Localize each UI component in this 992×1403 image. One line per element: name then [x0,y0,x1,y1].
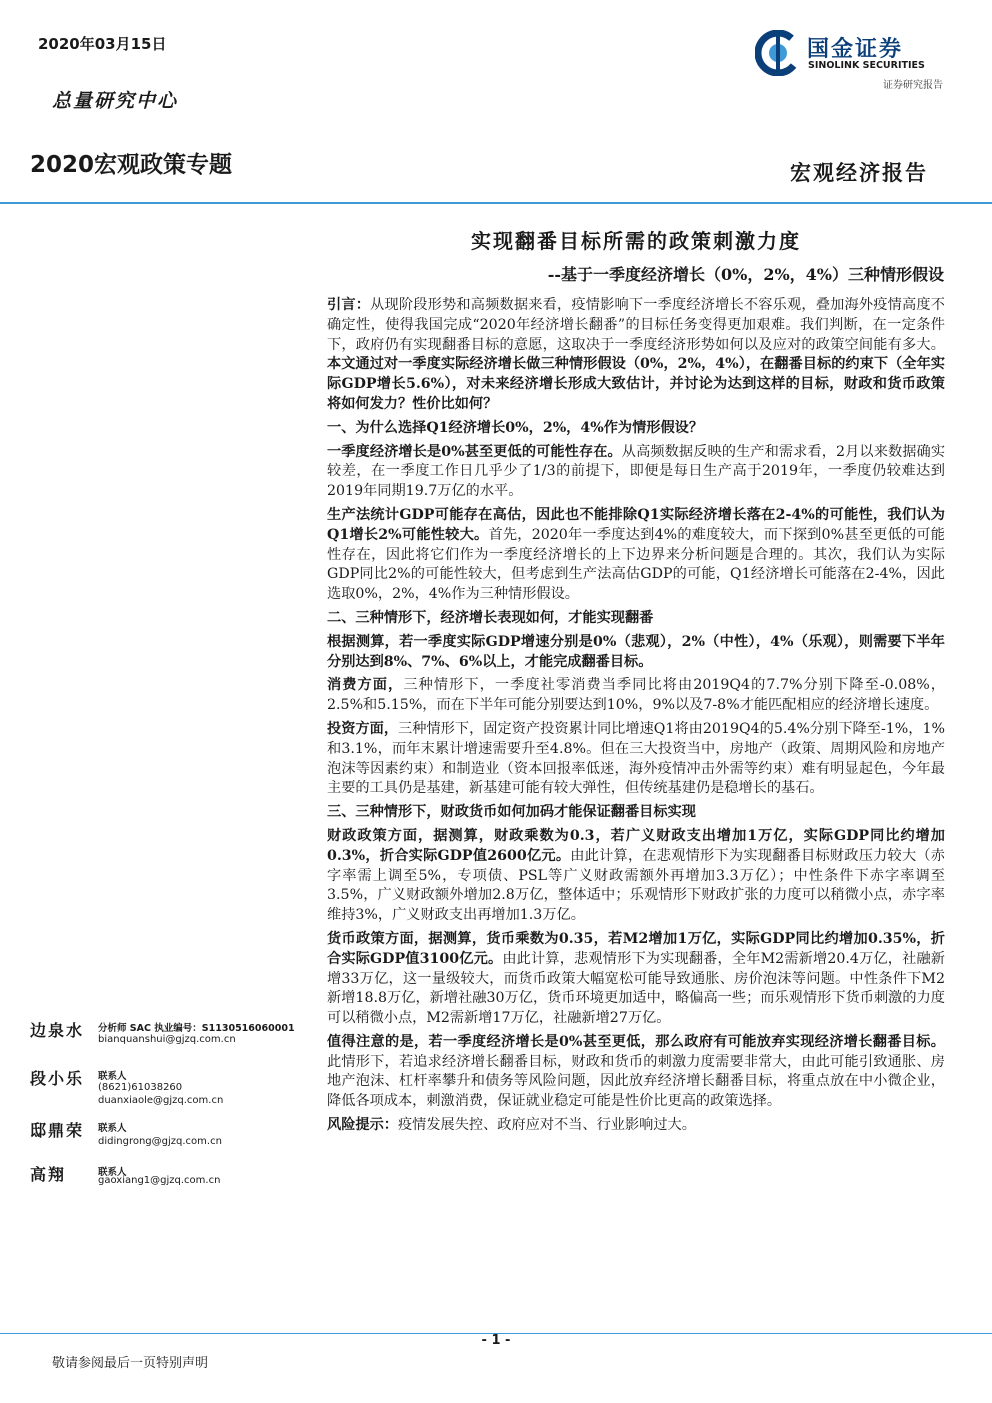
analyst-card [30,1066,320,1112]
report-body [327,296,945,1140]
risk-text: 疫情发展失控、政府应对不当、行业影响过大。 [397,1117,696,1134]
analyst-role: 分析师 SAC 执业编号：S1130516060001 [98,1023,295,1034]
research-center: 总量研究中心 [52,90,179,112]
analyst-name: 段小乐 [30,1069,85,1088]
logo-name-cn: 国金证券 [807,37,904,62]
section-2-paragraph-2 [327,676,945,716]
analyst-role: 联系人 [98,1071,127,1082]
s2-p2-text: 三种情形下，一季度社零消费当季同比将由2019Q4的7.7%分别下降至-0.08%，2.5%和5.15%，而在下半年可能分别要达到10%，9%以及7-8%才能匹配相应的经济增长速度。 [327,677,945,714]
s3-p2-bold: 货币政策方面，据测算，货币乘数为0.35，若M2增加1万亿，实际GDP同比约增加0.35%，折合实际GDP值3100亿元。 [327,930,945,967]
footer-disclaimer: 敬请参阅最后一页特别声明 [52,1356,209,1371]
analyst-name: 高翔 [30,1165,67,1184]
section-1-paragraph-1 [327,443,945,502]
analyst-email[interactable]: gaoxiang1@gjzq.com.cn [98,1175,221,1186]
analyst-role: 联系人 [98,1167,127,1178]
s3-p1-text: 由此计算，在悲观情形下为实现翻番目标财政压力较大（赤字率需上调至5%，专项债、PSL等广义财政需额外再增加3.3万亿）；中性条件下赤字率调至3.5%，广义财政额外增加2.8万亿，整体适中；乐观情形下财政扩张的力度可以稍微小点，赤字率维持3%，广义财政支出再增加1.3万亿。 [327,847,945,924]
s1-p1-text: 从高频数据反映的生产和需求看，2月以来数据确实较差，在一季度工作日几乎少了1/3的前提下，即便是每日生产高于2019年，一季度仍较难达到2019年同期19.7万亿的水平。 [327,443,946,500]
s3-p2-text: 由此计算，悲观情形下为实现翻番，全年M2需新增20.4万亿，社融新增33万亿，这一量级较大，而货币政策大幅宽松可能导致通胀、房价泡沫等问题。中性条件下M2新增18.8万亿，新增社融30万亿，货币环境更加适中，略偏高一些；而乐观情形下货币刺激的力度可以稍微小点，M2需新增17万亿，社融新增27万亿。 [327,950,945,1027]
analyst-email[interactable]: didingrong@gjzq.com.cn [98,1136,222,1147]
section-3-paragraph-2 [327,930,945,1029]
s3-p3-text: 此情形下，若追求经济增长翻番目标，财政和货币的刺激力度需要非常大，由此可能引致通胀、房地产泡沫、杠杆率攀升和债务等风险问题，因此放弃经济增长翻番目标，将重点放在中小微企业，降低各项成本，刺激消费，保证就业稳定可能是性价比更高的政策选择。 [327,1053,945,1110]
s3-p1-bold: 财政政策方面，据测算，财政乘数为0.3，若广义财政支出增加1万亿，实际GDP同比约增加0.3%，折合实际GDP值2600亿元。 [327,827,945,864]
logo-subtitle: 证券研究报告 [883,80,943,91]
company-logo [755,30,945,90]
section-1-paragraph-2 [327,506,945,605]
analyst-role: 联系人 [98,1123,127,1134]
intro-bold: 本文通过对一季度实际经济增长做三种情形假设（0%，2%，4%），在翻番目标的约束下（全年实际GDP增长5.6%），对未来经济增长形成大致估计，并讨论为达到这样的目标，财政和货币政策将如何发力？性价比如何？ [327,356,945,412]
analyst-name: 邸鼎荣 [30,1121,85,1140]
s2-p2-bold: 消费方面， [327,677,404,694]
page-number: - 1 - [481,1333,511,1348]
analyst-card [30,1162,320,1208]
report-date: 2020年03月15日 [38,35,167,53]
s1-p2-text: 首先，2020年一季度达到4%的难度较大，而下探到0%甚至更低的可能性存在，因此将它们作为一季度经济增长的上下边界来分析问题是合理的。其次，我们认为实际GDP同比2%的可能性较大，但考虑到生产法高估GDP的可能，Q1经济增长可能落在2-4%，因此选取0%，2%，4%作为三种情形假设。 [327,526,945,603]
sinolink-logo-icon [755,30,801,76]
intro-lead: 引言： [327,297,371,313]
s1-p2-bold: 生产法统计GDP可能存在高估，因此也不能排除Q1实际经济增长落在2-4%的可能性，我们认为Q1增长2%可能性较大。 [327,506,945,543]
risk-paragraph [327,1116,945,1136]
logo-name-en: SINOLINK SECURITIES [808,60,925,71]
section-3-paragraph-3 [327,1033,945,1112]
analyst-name: 边泉水 [30,1021,85,1040]
s3-p3-bold: 值得注意的是，若一季度经济增长是0%甚至更低，那么政府有可能放弃实现经济增长翻番目标。 [327,1033,945,1050]
s2-p3-bold: 投资方面， [327,720,399,737]
section-2-paragraph-1 [327,633,945,673]
analyst-email[interactable]: bianquanshui@gjzq.com.cn [98,1034,236,1045]
analyst-card [30,1118,320,1164]
analyst-email[interactable]: duanxiaole@gjzq.com.cn [98,1095,224,1106]
report-type: 宏观经济报告 [790,160,928,185]
analyst-phone: (8621)61038260 [98,1082,183,1093]
section-2-heading: 二、三种情形下，经济增长表现如何，才能实现翻番 [327,609,654,626]
analyst-card [30,1018,320,1064]
report-subtitle: --基于一季度经济增长（0%，2%，4%）三种情形假设 [547,265,944,284]
s1-p1-bold: 一季度经济增长是0%甚至更低的可能性存在。 [327,443,622,460]
section-3-heading: 三、三种情形下，财政货币如何加码才能保证翻番目标实现 [327,804,696,821]
s2-p3-text: 三种情形下，固定资产投资累计同比增速Q1将由2019Q4的5.4%分别下降至-1%，1%和3.1%，而年末累计增速需要升至4.8%。但在三大投资当中，房地产（政策、周期风险和房地产泡沫等因素约束）和制造业（资本回报率低迷，海外疫情冲击外需等约束）难有明显起色，今年最主要的工具仍是基建，新基建可能有较大弹性，但传统基建仍是稳增长的基石。 [327,720,945,797]
intro-paragraph [327,296,945,415]
section-1-heading: 一、为什么选择Q1经济增长0%，2%，4%作为情形假设？ [327,419,704,436]
s2-p1-bold: 根据测算，若一季度实际GDP增速分别是0%（悲观），2%（中性），4%（乐观），则需要下半年分别达到8%、7%、6%以上，才能完成翻番目标。 [327,633,945,670]
section-2-paragraph-3 [327,720,945,799]
risk-lead: 风险提示： [327,1117,398,1134]
header-divider [0,202,992,204]
report-topic: 2020宏观政策专题 [30,152,233,178]
section-3-paragraph-1 [327,827,945,926]
report-title: 实现翻番目标所需的政策刺激力度 [471,229,801,253]
intro-text: 从现阶段形势和高频数据来看，疫情影响下一季度经济增长不容乐观，叠加海外疫情高度不确定性，使得我国完成“2020年经济增长翻番”的目标任务变得更加艰难。我们判断，在一定条件下，政府仍有实现翻番目标的意愿，这取决于一季度经济形势如何以及应对的政策空间能有多大。 [327,297,945,353]
